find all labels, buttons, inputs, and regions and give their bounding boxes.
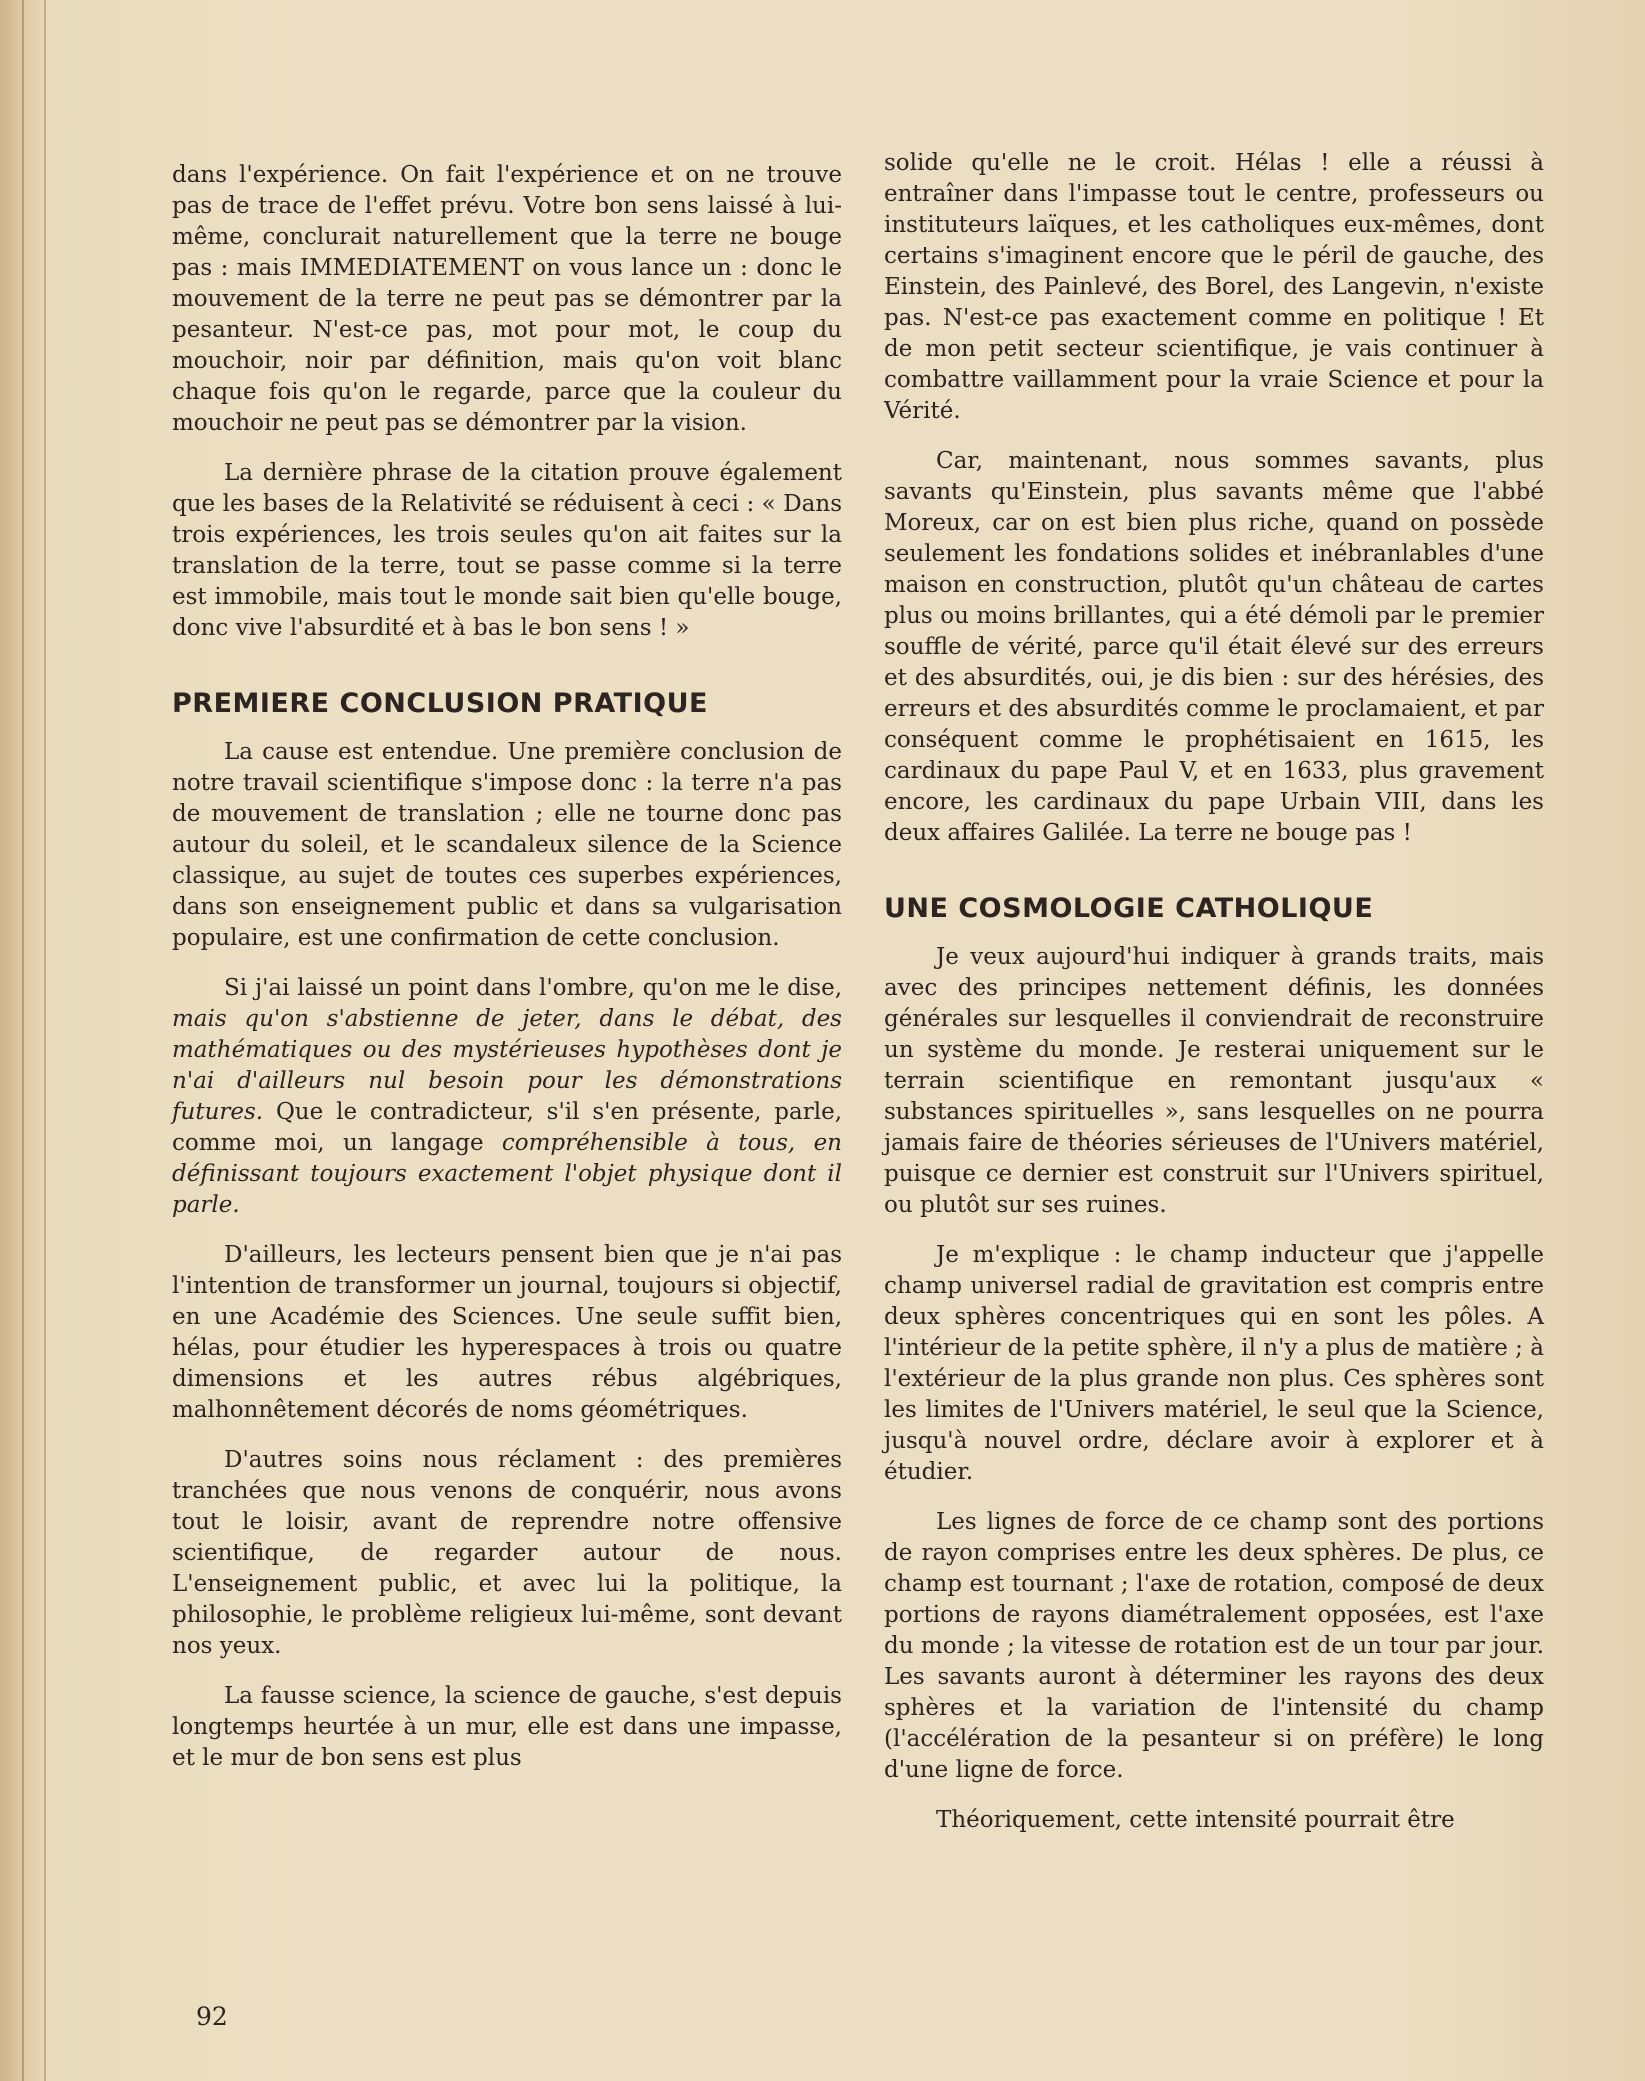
paragraph: D'ailleurs, les lecteurs pensent bien que je n'ai pas l'intention de transformer un journal, toujours si objectif, en une Académie des Sciences. Une seule suffit bien, hélas, pour étudier les hyperespaces à trois ou quatre dimensions et les autres rébus algébriques, malhonnêtement décorés de noms géométriques.	[172, 1242, 842, 1423]
paragraph: Car, maintenant, nous sommes savants, plus savants qu'Einstein, plus savants même que l'abbé Moreux, car on est bien plus riche, quand on possède seulement les fondations solides et inébranlables d'une maison en construction, plutôt qu'un château de cartes plus ou moins brillantes, qui a été démoli par le premier souffle de vérité, parce qu'il était élevé sur des erreurs et des absurdités, oui, je dis bien : sur des hérésies, des erreurs et des absurdités comme le proclamaient, et par conséquent comme le prophétisaient en 1615, les cardinaux du pape Paul V, et en 1633, plus gravement encore, les cardinaux du pape Urbain VIII, dans les deux affaires Galilée. La terre ne bouge pas !	[884, 448, 1544, 846]
paragraph: D'autres soins nous réclament : des premières tranchées que nous venons de conquérir, nous avons tout le loisir, avant de reprendre notre offensive scientifique, de regarder autour de nous. L'enseignement public, et avec lui la politique, la philosophie, le problème religieux lui-même, sont devant nos yeux.	[172, 1447, 842, 1659]
paragraph: La fausse science, la science de gauche, s'est depuis longtemps heurtée à un mur, elle est dans une impasse, et le mur de bon sens est plus	[172, 1683, 842, 1771]
paragraph: La cause est entendue. Une première conclusion de notre travail scientifique s'impose donc : la terre n'a pas de mouvement de translation ; elle ne tourne donc pas autour du soleil, et le scandaleux silence de la Science classique, au sujet de toutes ces superbes expériences, dans son enseignement public et dans sa vulgarisation populaire, est une confirmation de cette conclusion.	[172, 739, 842, 951]
binding-edge	[22, 0, 24, 2081]
section-heading: UNE COSMOLOGIE CATHOLIQUE	[884, 893, 1374, 924]
paragraph: dans l'expérience. On fait l'expérience et on ne trouve pas de trace de l'effet prévu. Votre bon sens laissé à lui-même, conclurait naturellement que la terre ne bouge pas : mais IMMEDIATEMENT on vous lance un : donc le mouvement de la terre ne peut pas se démontrer par la pesanteur. N'est-ce pas, mot pour mot, le coup du mouchoir, noir par définition, mais qu'on voit blanc chaque fois qu'on le regarde, parce que la couleur du mouchoir ne peut pas se démontrer par la vision.	[172, 162, 842, 436]
right-column	[884, 148, 1544, 1855]
italic-text: mais qu'on s'abstienne de jeter, dans le débat, des mathématiques ou des mystérieuses hypothèses dont je n'ai d'ailleurs nul besoin pour les démonstrations futures.	[172, 1006, 842, 1125]
binding-edge-inner	[44, 0, 46, 2081]
italic-text: compréhensible à tous, en définissant toujours exactement l'objet physique dont il parle.	[172, 1130, 842, 1218]
paragraph-text: Que le contradicteur, s'il s'en présente, parle, comme moi, un langage	[172, 1099, 842, 1156]
paragraph: Je m'explique : le champ inducteur que j'appelle champ universel radial de gravitation est compris entre deux sphères concentriques qui en sont les pôles. A l'intérieur de la petite sphère, il n'y a plus de matière ; à l'extérieur de la plus grande non plus. Ces sphères sont les limites de l'Univers matériel, le seul que la Science, jusqu'à nouvel ordre, déclare avoir à explorer et à étudier.	[884, 1242, 1544, 1485]
paragraph-text: Si j'ai laissé un point dans l'ombre, qu'on me le dise,	[224, 975, 842, 1001]
page-number: 92	[196, 2002, 228, 2031]
paragraph: Je veux aujourd'hui indiquer à grands traits, mais avec des principes nettement définis, les données générales sur lesquelles il conviendrait de reconstruire un système du monde. Je resterai uniquement sur le terrain scientifique en remontant jusqu'aux « substances spirituelles », sans lesquelles on ne pourra jamais faire de théories sérieuses de l'Univers matériel, puisque ce dernier est construit sur l'Univers spirituel, ou plutôt sur ses ruines.	[884, 944, 1544, 1218]
paragraph: solide qu'elle ne le croit. Hélas ! elle a réussi à entraîner dans l'impasse tout le centre, professeurs ou instituteurs laïques, et les catholiques eux-mêmes, dont certains s'imaginent encore que le péril de gauche, des Einstein, des Painlevé, des Borel, des Langevin, n'existe pas. N'est-ce pas exactement comme en politique ! Et de mon petit secteur scientifique, je vais continuer à combattre vaillamment pour la vraie Science et pour la Vérité.	[884, 150, 1544, 424]
paragraph	[172, 973, 842, 1221]
paragraph: Les lignes de force de ce champ sont des portions de rayon comprises entre les deux sphères. De plus, ce champ est tournant ; l'axe de rotation, composé de deux portions de rayons diamétralement opposées, est l'axe du monde ; la vitesse de rotation est de un tour par jour. Les savants auront à déterminer les rayons des deux sphères et la variation de l'intensité du champ (l'accélération de la pesanteur si on préfère) le long d'une ligne de force.	[884, 1509, 1544, 1783]
paragraph: La dernière phrase de la citation prouve également que les bases de la Relativité se réduisent à ceci : « Dans trois expériences, les trois seules qu'on ait faites sur la translation de la terre, tout se passe comme si la terre est immobile, mais tout le monde sait bien qu'elle bouge, donc vive l'absurdité et à bas le bon sens ! »	[172, 460, 842, 641]
section-heading: PREMIERE CONCLUSION PRATIQUE	[172, 688, 708, 719]
paragraph: Théoriquement, cette intensité pourrait être	[936, 1807, 1455, 1833]
left-column	[172, 160, 842, 1793]
